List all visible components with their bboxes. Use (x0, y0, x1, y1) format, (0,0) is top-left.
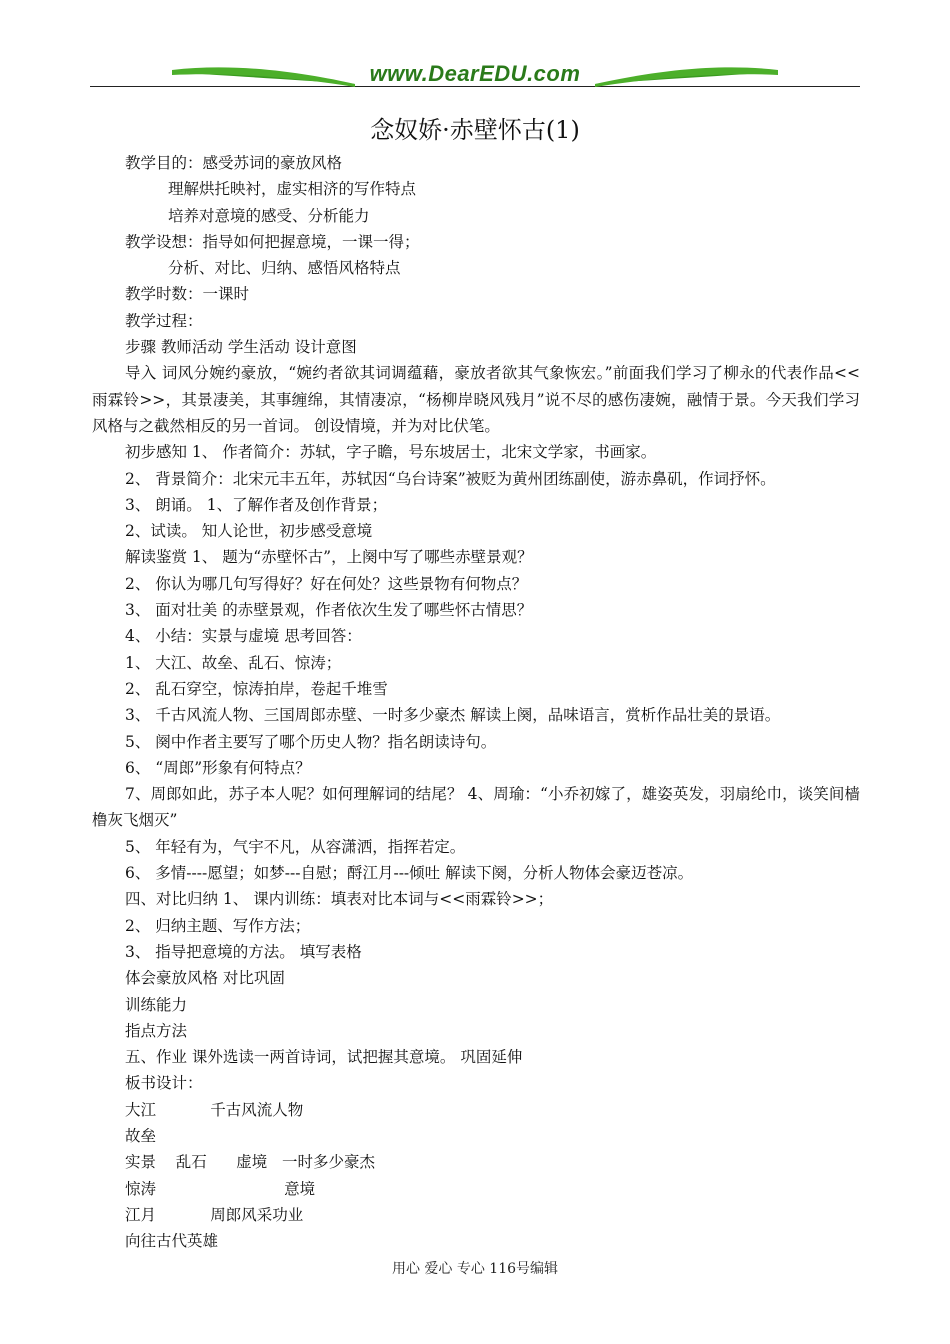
text-line: 故垒 (125, 1126, 157, 1145)
text-line: 2、 背景简介：北宋元丰五年，苏轼因“乌台诗案”被贬为黄州团练副使，游赤鼻矶，作词抒怀。 (125, 469, 776, 488)
page-footer: 用心 爱心 专心 116号编辑 (391, 1261, 559, 1277)
text-line: 1、 大江、故垒、乱石、惊涛； (125, 653, 342, 672)
text-paragraph: 导入 词风分婉约豪放，“婉约者欲其词调蕴藉，豪放者欲其气象恢宏。”前面我们学习了柳永的代表作品<<雨霖铃>>，其景凄美，其事缠绵，其情凄凉，“杨柳岸晓风残月”说不尽的感伤凄婉，融情于景。今天我们学习风格与之截然相反的另一首词。 创设情境，并为对比伏笔。 (92, 364, 860, 435)
text-line: 江月 周郎风采功业 (125, 1205, 304, 1224)
logo (170, 58, 780, 92)
text-line: 大江 千古风流人物 (125, 1100, 304, 1119)
text-line: 3、 朗诵。 1、了解作者及创作背景； (125, 495, 388, 514)
text-line: 初步感知 1、 作者简介：苏轼，字子瞻，号东坡居士，北宋文学家，书画家。 (125, 443, 657, 462)
text-line: 板书设计： (125, 1074, 203, 1093)
text-line: 5、 年轻有为，气宇不凡，从容潇洒，指挥若定。 (125, 837, 466, 856)
text-line: 2、 乱石穿空，惊涛拍岸，卷起千堆雪 (125, 679, 388, 698)
text-line: 教学时数：一课时 (125, 285, 250, 304)
text-line: 解读鉴赏 1、 题为“赤壁怀古”，上阕中写了哪些赤壁景观？ (125, 548, 533, 567)
text-line: 实景 乱石 虚境 一时多少豪杰 (125, 1153, 376, 1172)
text-line: 6、 多情----愿望；如梦---自慰；酹江月---倾吐 解读下阕，分析人物体会豪迈苍凉。 (125, 864, 694, 883)
text-line: 3、 面对壮美 的赤壁景观，作者依次生发了哪些怀古情思？ (125, 601, 533, 620)
text-line: 训练能力 (125, 995, 188, 1014)
text-line: 五、作业 课外选读一两首诗词，试把握其意境。 巩固延伸 (125, 1048, 523, 1067)
text-line: 2、试读。 知人论世，初步感受意境 (125, 522, 373, 541)
text-line: 向往古代英雄 (125, 1232, 219, 1251)
text-line: 分析、对比、归纳、感悟风格特点 (168, 259, 401, 278)
text-line: 教学过程： (125, 311, 203, 330)
text-line: 惊涛 意境 (125, 1179, 316, 1198)
text-line: 培养对意境的感受、分析能力 (168, 206, 370, 225)
document-body (92, 150, 860, 1254)
text-line: 5、 阕中作者主要写了哪个历史人物？指名朗读诗句。 (125, 732, 497, 751)
text-line: 步骤 教师活动 学生活动 设计意图 (125, 338, 357, 357)
text-line: 理解烘托映衬，虚实相济的写作特点 (168, 180, 417, 199)
text-line: 四、对比归纳 1、 课内训练：填表对比本词与<<雨霖铃>>； (125, 890, 554, 909)
text-line: 3、 千古风流人物、三国周郎赤壁、一时多少豪杰 解读上阕，品味语言，赏析作品壮美的景语。 (125, 706, 781, 725)
text-line: 指点方法 (125, 1021, 188, 1040)
text-line: 教学目的：感受苏词的豪放风格 (125, 154, 343, 172)
text-line: 4、 小结：实景与虚境 思考回答： (125, 627, 362, 646)
text-line: 教学设想：指导如何把握意境，一课一得； (125, 232, 420, 251)
text-line: 2、 你认为哪几句写得好？好在何处？这些景物有何物点？ (125, 574, 528, 593)
text-line: 6、 “周郎”形象有何特点？ (125, 758, 311, 777)
logo-text: www.DearEDU.com (369, 61, 581, 86)
text-line: 3、 指导把意境的方法。 填写表格 (125, 942, 362, 961)
page-title: 念奴娇·赤壁怀古(1) (370, 116, 580, 144)
text-line: 2、 归纳主题、写作方法； (125, 916, 311, 935)
text-line: 体会豪放风格 对比巩固 (125, 969, 285, 988)
text-paragraph: 7、周郎如此，苏子本人呢？如何理解词的结尾？ 4、周瑜：“小乔初嫁了，雄姿英发，羽扇纶巾，谈笑间樯橹灰飞烟灭” (92, 785, 860, 830)
